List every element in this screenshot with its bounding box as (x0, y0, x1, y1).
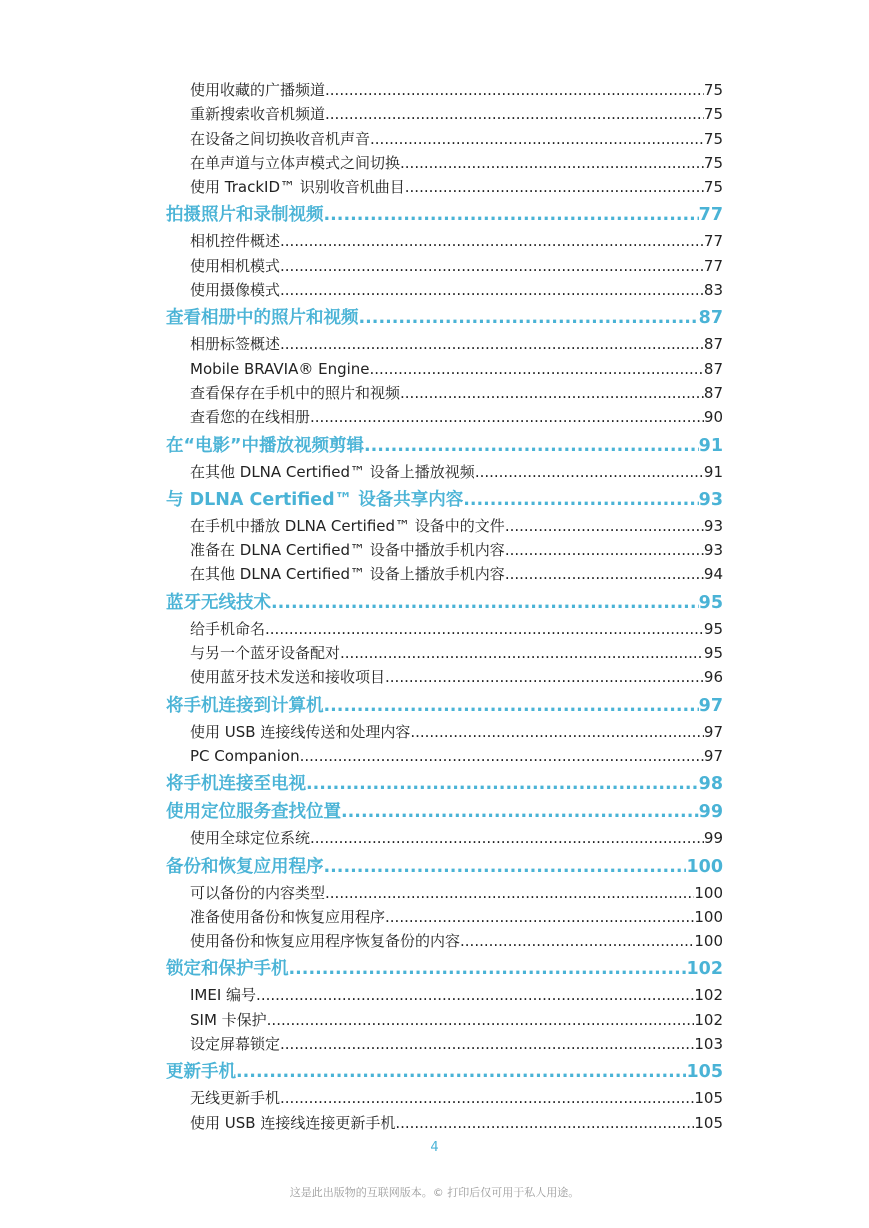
toc-entry-title: 在单声道与立体声模式之间切换 (190, 153, 401, 172)
dot-leader (370, 357, 704, 381)
toc-page-number: 100 (694, 883, 723, 902)
toc-subsection-entry[interactable] (166, 929, 723, 953)
toc-page-number: 87 (703, 383, 723, 402)
toc-subsection-entry[interactable] (166, 1032, 723, 1056)
dot-leader (324, 203, 699, 227)
toc-page-number: 77 (703, 232, 723, 251)
toc-subsection-entry[interactable] (166, 332, 723, 356)
dot-leader (310, 826, 704, 850)
toc-entry-title: 相机控件概述 (190, 232, 281, 251)
toc-section-title: 锁定和保护手机 (166, 959, 289, 980)
toc-entry-title: 使用全球定位系统 (190, 829, 311, 848)
toc-page-number: 87 (698, 308, 723, 329)
toc-subsection-entry[interactable] (166, 78, 723, 102)
toc-entry-title: 相册标签概述 (190, 335, 281, 354)
toc-entry-title: 使用相机模式 (190, 256, 281, 275)
toc-entry-title: 准备使用备份和恢复应用程序 (190, 907, 386, 926)
dot-leader (280, 278, 704, 302)
toc-subsection-entry[interactable] (166, 641, 723, 665)
toc-subsection-entry[interactable] (166, 1086, 723, 1110)
toc-entry-title: IMEI 编号 (190, 986, 257, 1005)
toc-subsection-entry[interactable] (166, 229, 723, 253)
toc-subsection-entry[interactable] (166, 254, 723, 278)
dot-leader (325, 102, 704, 126)
toc-page-number: 102 (694, 986, 723, 1005)
dot-leader (341, 800, 699, 824)
toc-entry-title: SIM 卡保护 (190, 1010, 267, 1029)
toc-entry-title: 在其他 DLNA Certified™ 设备上播放手机内容 (190, 565, 505, 584)
toc-page-number: 87 (703, 335, 723, 354)
dot-leader (410, 720, 704, 744)
toc-section-entry[interactable] (166, 203, 723, 227)
toc-entry-title: 使用 TrackID™ 识别收音机曲目 (190, 178, 405, 197)
toc-entry-title: Mobile BRAVIA® Engine (190, 359, 370, 378)
dot-leader (324, 694, 699, 718)
dot-leader (463, 488, 698, 512)
dot-leader (236, 1060, 686, 1084)
toc-page-number: 100 (686, 856, 723, 877)
toc-page-number: 75 (703, 178, 723, 197)
toc-entry-title: 查看您的在线相册 (190, 408, 311, 427)
toc-page-number: 87 (703, 359, 723, 378)
toc-page-number: 97 (703, 722, 723, 741)
toc-page-number: 95 (703, 644, 723, 663)
toc-subsection-entry[interactable] (166, 720, 723, 744)
toc-subsection-entry[interactable] (166, 881, 723, 905)
toc-section-title: 更新手机 (166, 1062, 236, 1083)
toc-section-title: 拍摄照片和录制视频 (166, 205, 324, 226)
toc-subsection-entry[interactable] (166, 175, 723, 199)
toc-page-number: 75 (703, 105, 723, 124)
dot-leader (280, 332, 704, 356)
dot-leader (280, 229, 704, 253)
toc-section-entry[interactable] (166, 800, 723, 824)
toc-page-number: 91 (698, 435, 723, 456)
dot-leader (505, 514, 704, 538)
toc-entry-title: 使用摄像模式 (190, 281, 281, 300)
toc-page-number: 75 (703, 153, 723, 172)
toc-entry-title: 查看保存在手机中的照片和视频 (190, 383, 401, 402)
toc-section-title: 将手机连接到计算机 (166, 695, 324, 716)
toc-page-number: 99 (703, 829, 723, 848)
toc-subsection-entry[interactable] (166, 826, 723, 850)
toc-page-number: 75 (703, 129, 723, 148)
toc-section-title: 备份和恢复应用程序 (166, 856, 324, 877)
toc-page-number: 98 (698, 774, 723, 795)
toc-page-number: 102 (694, 1010, 723, 1029)
toc-page-number: 94 (703, 565, 723, 584)
dot-leader (400, 381, 704, 405)
toc-page-number: 97 (698, 695, 723, 716)
dot-leader (325, 881, 694, 905)
toc-page-number: 75 (703, 81, 723, 99)
dot-leader (280, 254, 704, 278)
toc-section-entry[interactable] (166, 434, 723, 458)
toc-subsection-entry[interactable] (166, 983, 723, 1007)
toc-section-entry[interactable] (166, 694, 723, 718)
toc-page-number: 105 (694, 1089, 723, 1108)
toc-subsection-entry[interactable] (166, 381, 723, 405)
dot-leader (271, 591, 699, 615)
toc-section-entry[interactable] (166, 591, 723, 615)
toc-entry-title: 无线更新手机 (190, 1089, 281, 1108)
dot-leader (364, 434, 699, 458)
toc-section-title: 查看相册中的照片和视频 (166, 308, 359, 329)
toc-entry-title: 在设备之间切换收音机声音 (190, 129, 371, 148)
toc-subsection-entry[interactable] (166, 514, 723, 538)
footer-note: 这是此出版物的互联网版本。© 打印后仅可用于私人用途。 (289, 1186, 580, 1199)
toc-subsection-entry[interactable] (166, 102, 723, 126)
toc-page-number: 95 (698, 592, 723, 613)
toc-page-number: 93 (698, 489, 723, 510)
toc-page-number: 99 (698, 802, 723, 823)
toc-page-number: 90 (703, 408, 723, 427)
toc-page-number: 93 (703, 541, 723, 560)
toc-entry-title: 在手机中播放 DLNA Certified™ 设备中的文件 (190, 516, 505, 535)
toc-subsection-entry[interactable] (166, 538, 723, 562)
dot-leader (475, 460, 704, 484)
dot-leader (324, 855, 687, 879)
toc-section-title: 将手机连接至电视 (166, 774, 306, 795)
toc-section-title: 与 DLNA Certified™ 设备共享内容 (166, 489, 464, 510)
toc-subsection-entry[interactable] (166, 357, 723, 381)
dot-leader (280, 1032, 694, 1056)
dot-leader (385, 665, 704, 689)
toc-entry-title: 准备在 DLNA Certified™ 设备中播放手机内容 (190, 541, 505, 560)
dot-leader (310, 405, 704, 429)
toc-section-entry[interactable] (166, 1060, 723, 1084)
toc-page-number: 77 (698, 205, 723, 226)
toc-section-title: 在“电影”中播放视频剪辑 (166, 435, 365, 456)
toc-subsection-entry[interactable] (166, 1111, 723, 1135)
toc-subsection-entry[interactable] (166, 278, 723, 302)
toc-page-number: 102 (686, 959, 723, 980)
toc-page-number: 83 (703, 281, 723, 300)
dot-leader (325, 78, 704, 102)
toc-page-number: 91 (703, 462, 723, 481)
dot-leader (340, 641, 704, 665)
toc-section-entry[interactable] (166, 957, 723, 981)
toc-page-number: 105 (694, 1113, 723, 1132)
dot-leader (300, 744, 704, 768)
dot-leader (280, 1086, 694, 1110)
dot-leader (460, 929, 694, 953)
toc-page-number: 103 (694, 1035, 723, 1054)
toc-page-number: 95 (703, 619, 723, 638)
toc-entry-title: 使用收藏的广播频道 (190, 81, 326, 99)
toc-entry-title: 与另一个蓝牙设备配对 (190, 644, 341, 663)
dot-leader (306, 772, 699, 796)
toc-page-number: 105 (686, 1062, 723, 1083)
dot-leader (267, 1008, 695, 1032)
toc-entry-title: 使用 USB 连接线连接更新手机 (190, 1113, 396, 1132)
toc-section-title: 蓝牙无线技术 (166, 592, 271, 613)
dot-leader (405, 175, 704, 199)
dot-leader (385, 905, 694, 929)
dot-leader (370, 127, 704, 151)
toc-section-entry[interactable] (166, 488, 723, 512)
dot-leader (505, 562, 704, 586)
toc-section-entry[interactable] (166, 855, 723, 879)
table-of-contents (166, 78, 723, 1135)
dot-leader (359, 306, 699, 330)
toc-entry-title: 使用蓝牙技术发送和接收项目 (190, 668, 386, 687)
toc-subsection-entry[interactable] (166, 405, 723, 429)
dot-leader (289, 957, 687, 981)
toc-subsection-entry[interactable] (166, 151, 723, 175)
toc-subsection-entry[interactable] (166, 1008, 723, 1032)
toc-entry-title: 重新搜索收音机频道 (190, 105, 326, 124)
toc-subsection-entry[interactable] (166, 127, 723, 151)
dot-leader (505, 538, 704, 562)
toc-page-number: 100 (694, 932, 723, 951)
page-number: 4 (430, 1140, 439, 1155)
toc-entry-title: 可以备份的内容类型 (190, 883, 326, 902)
toc-page-number: 77 (703, 256, 723, 275)
toc-page-number: 93 (703, 516, 723, 535)
toc-page-number: 100 (694, 907, 723, 926)
toc-section-title: 使用定位服务查找位置 (166, 802, 341, 823)
toc-subsection-entry[interactable] (166, 617, 723, 641)
dot-leader (256, 983, 694, 1007)
toc-subsection-entry[interactable] (166, 460, 723, 484)
toc-entry-title: 给手机命名 (190, 619, 266, 638)
toc-entry-title: 在其他 DLNA Certified™ 设备上播放视频 (190, 462, 475, 481)
toc-entry-title: 使用备份和恢复应用程序恢复备份的内容 (190, 932, 461, 951)
dot-leader (400, 151, 704, 175)
toc-page-number: 97 (703, 746, 723, 765)
toc-subsection-entry[interactable] (166, 562, 723, 586)
toc-page-number: 96 (703, 668, 723, 687)
dot-leader (265, 617, 704, 641)
dot-leader (395, 1111, 694, 1135)
toc-subsection-entry[interactable] (166, 744, 723, 768)
toc-entry-title: PC Companion (190, 746, 300, 765)
toc-subsection-entry[interactable] (166, 905, 723, 929)
toc-subsection-entry[interactable] (166, 665, 723, 689)
toc-section-entry[interactable] (166, 306, 723, 330)
toc-entry-title: 使用 USB 连接线传送和处理内容 (190, 722, 411, 741)
toc-section-entry[interactable] (166, 772, 723, 796)
toc-entry-title: 设定屏幕锁定 (190, 1035, 281, 1054)
